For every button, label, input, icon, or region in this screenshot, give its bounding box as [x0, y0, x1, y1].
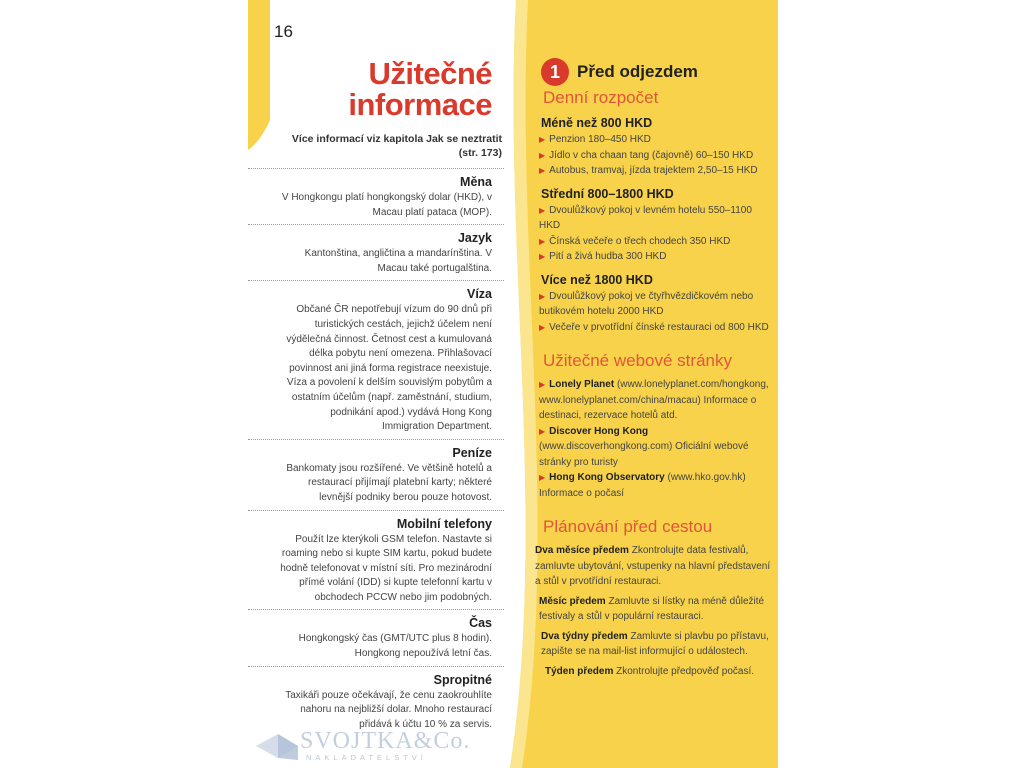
planning-heading: Plánování před cestou	[543, 517, 713, 536]
section-heading: Víza	[466, 287, 492, 302]
arrow-right-icon: ▶	[539, 166, 546, 175]
section-heading: Peníze	[452, 445, 492, 460]
budget-tier-label: Více než 1800 HKD	[541, 272, 653, 287]
section-visa	[248, 280, 504, 438]
arrow-right-icon: ▶	[539, 150, 546, 160]
title-line-2: informace	[348, 87, 492, 122]
website-item: ▶ Hong Kong Observatory (www.hko.gov.hk) Informace o počasí	[539, 472, 746, 499]
section-text: Občané ČR nepotřebují vízum do 90 dnů při turistických cestách, jejichž účelem není výdělečná činnost. Četnost cest a kumulovaná délka pobytu není omezena. Přihlašovací povinnost ani jiná forma registrace neexistuje. Víza a povolení k delším souvislým pobytům a ostatním účelům (např. zaměstnání, studium, podnikání apod.) vydává Hong Kong Immigration Department.	[286, 304, 492, 433]
budget-item: ▶ Dvoulůžkový pokoj ve čtyřhvězdičkovém nebo butikovém hotelu 2000 HKD	[539, 290, 754, 317]
budget-tier-label: Střední 800–1800 HKD	[541, 186, 674, 201]
section-heading: Čas	[469, 616, 492, 631]
planning-item: Měsíc předem Zamluvte si lístky na méně důležité festivaly a stůl v populární restauraci.	[539, 595, 765, 622]
website-name: Discover Hong Kong	[549, 425, 649, 437]
section-text: Použít lze kterýkoli GSM telefon. Nastavte si roaming nebo si kupte SIM kartu, pokud budete hodně telefonovat v místní síti. Pro mezinárodní přímé volání (IDD) si kupte telefonní kartu v obchodech PCCW nebo jim podobných.	[280, 533, 492, 603]
section-currency	[248, 168, 504, 224]
section-language	[248, 224, 504, 280]
section-heading: Spropitné	[433, 672, 492, 687]
page-number: 16	[274, 22, 293, 41]
intro-note: Více informací viz kapitola Jak se neztratit (str. 173)	[291, 133, 502, 159]
website-name: Hong Kong Observatory	[549, 472, 665, 483]
websites-heading: Užitečné webové stránky	[543, 351, 732, 370]
section-text: Bankomaty jsou rozšířené. Ve většině hotelů a restaurací přijímají platební karty; některé levnější podniky berou pouze hotovost.	[286, 462, 492, 503]
info-sections	[248, 168, 504, 736]
arrow-right-icon: ▶	[539, 426, 546, 436]
website-item: ▶ Discover Hong Kong (www.discoverhongkong.com) Oficiální webové stránky pro turisty	[539, 425, 749, 468]
section-money	[248, 439, 504, 510]
budget-heading: Denní rozpočet	[543, 88, 659, 107]
planning-item: Dva týdny předem Zamluvte si plavbu po přístavu, zapište se na mail-list informující o událostech.	[541, 630, 769, 657]
budget-item: ▶ Čínská večeře o třech chodech 350 HKD	[539, 235, 731, 247]
section-text: Hongkongský čas (GMT/UTC plus 8 hodin). Hongkong nepoužívá letní čas.	[298, 633, 492, 660]
section-heading: Měna	[460, 175, 492, 189]
chapter-header	[531, 58, 771, 86]
watermark-subtitle: NAKLADATELSTVÍ	[306, 753, 427, 762]
section-heading: Mobilní telefony	[396, 516, 492, 531]
arrow-right-icon: ▶	[539, 322, 546, 332]
section-text: V Hongkongu platí hongkongský dolar (HKD), v Macau platí pataca (MOP).	[281, 192, 492, 218]
budget-item: ▶ Penzion 180–450 HKD	[539, 134, 651, 145]
chapter-number-badge: 1	[541, 58, 569, 86]
watermark-name: SVOJTKA&Co.	[300, 728, 471, 754]
budget-item: ▶ Autobus, tramvaj, jízda trajektem 2,50–15 HKD	[539, 165, 758, 176]
section-time	[248, 609, 504, 665]
section-text: Taxikáři pouze očekávají, že cenu zaokrouhlíte nahoru na nejbližší dolar. Mnoho restaurací přidává k účtu 10 % za servis.	[285, 689, 492, 730]
budget-tier-label: Méně než 800 HKD	[541, 116, 653, 130]
arrow-right-icon: ▶	[539, 205, 546, 215]
planning-item: Týden předem Zkontrolujte předpověď počasí.	[545, 665, 755, 677]
chapter-title: Před odjezdem	[577, 62, 698, 81]
arrow-right-icon: ▶	[539, 380, 546, 389]
budget-item: ▶ Dvoulůžkový pokoj v levném hotelu 550–1100 HKD	[539, 204, 752, 231]
before-you-go-panel	[531, 58, 771, 679]
arrow-right-icon: ▶	[539, 252, 546, 261]
corner-accent	[248, 0, 270, 150]
title-line-1: Užitečné	[368, 56, 492, 91]
arrow-right-icon: ▶	[539, 473, 546, 482]
budget-item: ▶ Večeře v prvotřídní čínské restauraci od 800 HKD	[539, 321, 769, 333]
website-item: ▶ Lonely Planet (www.lonelyplanet.com/hongkong, www.lonelyplanet.com/china/macau) Informace o destinaci, rezervace hotelů atd.	[539, 379, 769, 421]
website-name: Lonely Planet	[549, 379, 615, 390]
book-page	[248, 0, 778, 768]
budget-item: ▶ Pití a živá hudba 300 HKD	[539, 251, 667, 262]
arrow-right-icon: ▶	[539, 135, 546, 144]
section-text: Kantonština, angličtina a mandarínština. V Macau také portugalština.	[304, 248, 492, 274]
budget-item: ▶ Jídlo v cha chaan tang (čajovně) 60–150 HKD	[539, 149, 754, 161]
arrow-right-icon: ▶	[539, 236, 546, 246]
section-mobile	[248, 510, 504, 610]
arrow-right-icon: ▶	[539, 291, 546, 301]
planning-item: Dva měsíce předem Zkontrolujte data festivalů, zamluvte ubytování, vstupenky na hlavní představení a stůl v prvotřídní restauraci.	[535, 545, 771, 587]
page-title	[348, 58, 492, 120]
section-heading: Jazyk	[457, 231, 492, 246]
